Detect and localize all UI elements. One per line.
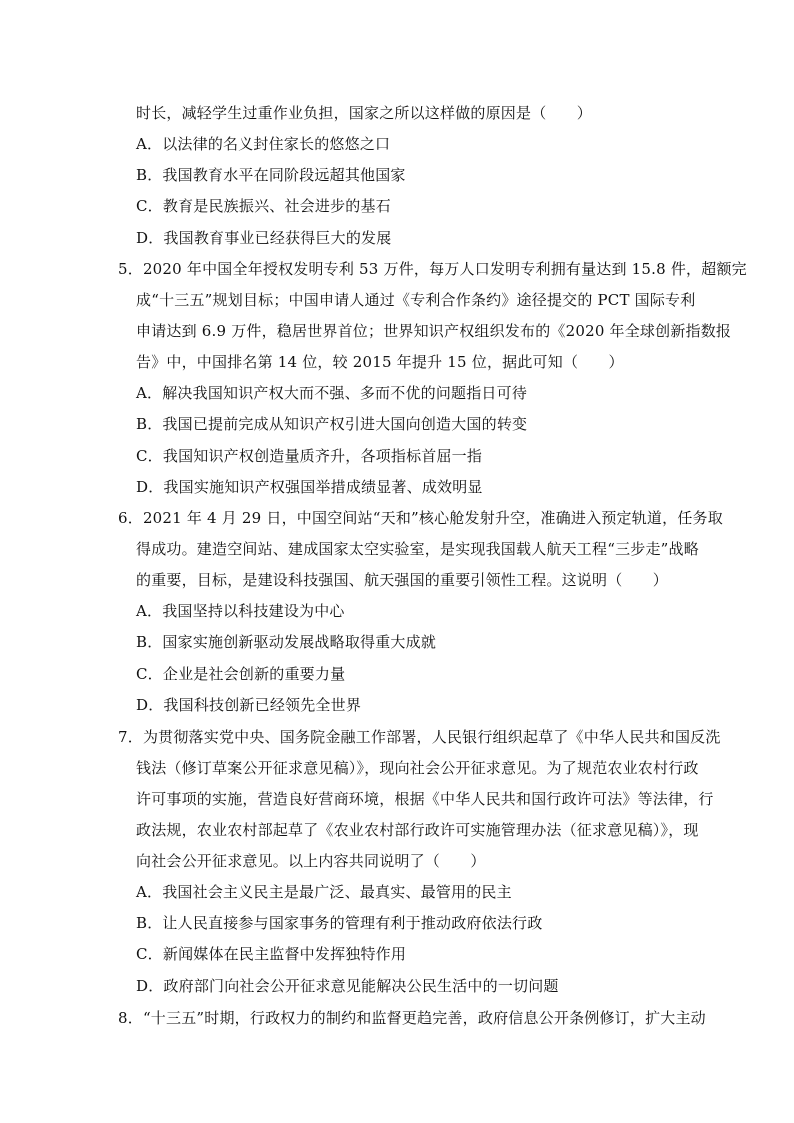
q7-option-a: A．我国社会主义民主是最广泛、最真实、最管用的民主	[136, 883, 512, 901]
q4-option-d: D．我国教育事业已经获得巨大的发展	[136, 229, 392, 247]
q5-option-d: D．我国实施知识产权强国举措成绩显著、成效明显	[136, 478, 483, 496]
q7-line-1: 7．为贯彻落实党中央、国务院金融工作部署，人民银行组织起草了《中华人民共和国反洗	[118, 728, 721, 746]
q6-option-d: D．我国科技创新已经领先全世界	[136, 696, 362, 714]
q7-line-2: 钱法（修订草案公开征求意见稿）》，现向社会公开征求意见。为了规范农业农村行政	[136, 759, 699, 777]
q7-option-d: D．政府部门向社会公开征求意见能解决公民生活中的一切问题	[136, 977, 559, 995]
q4-option-c: C．教育是民族振兴、社会进步的基石	[136, 197, 391, 215]
q7-line-3: 许可事项的实施，营造良好营商环境，根据《中华人民共和国行政许可法》等法律，行	[136, 790, 714, 808]
q7-option-b: B．让人民直接参与国家事务的管理有利于推动政府依法行政	[136, 914, 543, 932]
q6-option-c: C．企业是社会创新的重要力量	[136, 665, 346, 683]
q5-option-c: C．我国知识产权创造量质齐升，各项指标首屈一指	[136, 447, 483, 465]
q6-line-2: 得成功。建造空间站、建成国家太空实验室，是实现我国载人航天工程“三步走”战略	[136, 540, 699, 558]
q5-option-a: A．解决我国知识产权大而不强、多而不优的问题指日可待	[136, 384, 528, 402]
q6-line-3: 的重要，目标，是建设科技强国、航天强国的重要引领性工程。这说明（ ）	[136, 571, 669, 589]
q5-line-3: 申请达到 6.9 万件，稳居世界首位；世界知识产权组织发布的《2020 年全球创新指数报	[136, 322, 732, 340]
q5-line-2: 成“十三五”规划目标；中国申请人通过《专利合作条约》途径提交的 PCT 国际专利	[136, 291, 696, 309]
q8-line-1: 8．“十三五”时期，行政权力的制约和监督更趋完善，政府信息公开条例修订，扩大主动	[118, 1009, 706, 1027]
q6-line-1: 6．2021 年 4 月 29 日，中国空间站“天和”核心舱发射升空，准确进入预定轨道，任务取	[118, 509, 723, 527]
q5-option-b: B．我国已提前完成从知识产权引进大国向创造大国的转变	[136, 415, 528, 433]
q4-option-a: A．以法律的名义封住家长的悠悠之口	[136, 135, 391, 153]
q4-option-b: B．我国教育水平在同阶段远超其他国家	[136, 166, 406, 184]
q7-line-5: 向社会公开征求意见。以上内容共同说明了（ ）	[136, 852, 486, 870]
q7-option-c: C．新闻媒体在民主监督中发挥独特作用	[136, 945, 407, 963]
q6-option-a: A．我国坚持以科技建设为中心	[136, 602, 345, 620]
q6-option-b: B．国家实施创新驱动发展战略取得重大成就	[136, 633, 437, 651]
q5-line-4: 告》中，中国排名第 14 位，较 2015 年提升 15 位，据此可知（ ）	[136, 353, 624, 371]
q4-tail-line: 时长，减轻学生过重作业负担，国家之所以这样做的原因是（ ）	[136, 104, 593, 122]
q5-line-1: 5．2020 年中国全年授权发明专利 53 万件，每万人口发明专利拥有量达到 15.8 件，超额完	[118, 260, 747, 278]
q7-line-4: 政法规，农业农村部起草了《农业农村部行政许可实施管理办法（征求意见稿）》，现	[136, 821, 699, 839]
